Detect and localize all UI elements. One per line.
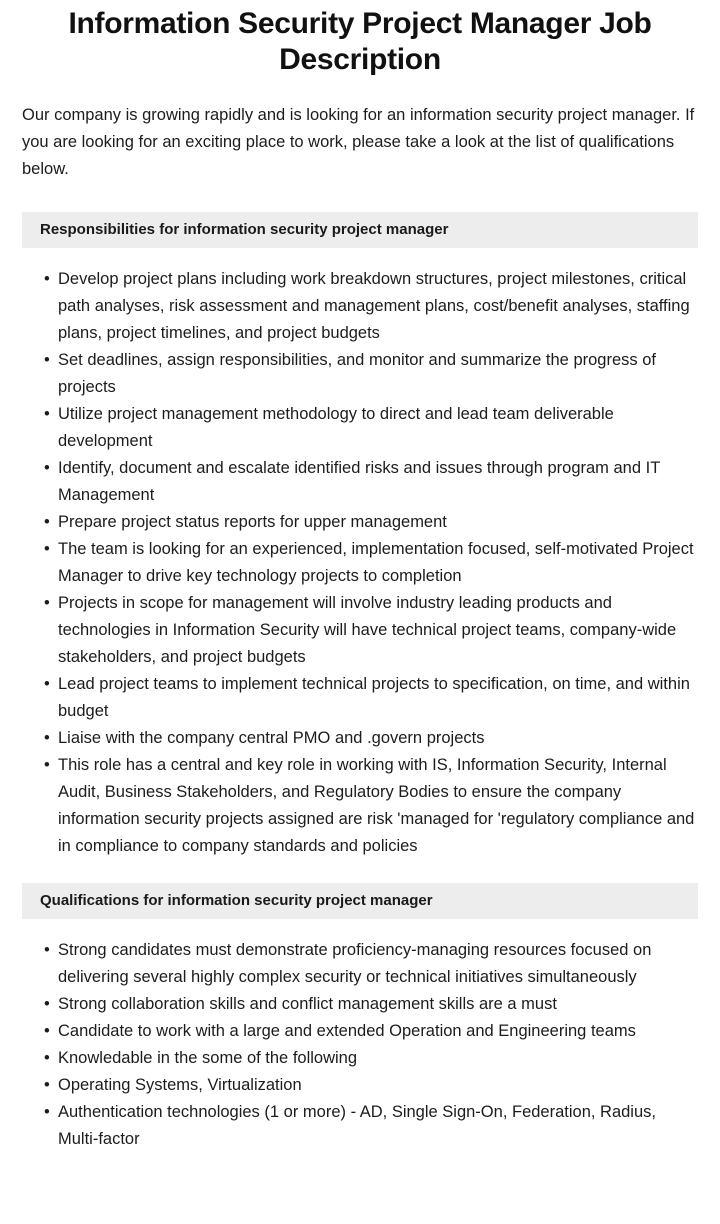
section-heading-responsibilities: Responsibilities for information security project manager <box>40 221 449 238</box>
list-item: • Utilize project management methodology to direct and lead team deliverable development <box>22 401 697 455</box>
page-title: Information Security Project Manager Job Description <box>68 7 652 76</box>
list-item: • Operating Systems, Virtualization <box>22 1072 697 1099</box>
list-item: • Set deadlines, assign responsibilities, and monitor and summarize the progress of projects <box>22 347 697 401</box>
intro-paragraph: Our company is growing rapidly and is looking for an information security project manager. If you are looking for an exciting place to work, please take a look at the list of qualifications below. <box>22 106 695 178</box>
list-item: • The team is looking for an experienced, implementation focused, self-motivated Project Manager to drive key technology projects to completion <box>22 536 697 590</box>
list-item: • Liaise with the company central PMO and .govern projects <box>22 725 697 752</box>
list-item: • Prepare project status reports for upper management <box>22 509 697 536</box>
section-qualifications <box>0 860 720 1153</box>
list-item: • Authentication technologies (1 or more) - AD, Single Sign-On, Federation, Radius, Multi-factor <box>22 1099 697 1153</box>
list-item: • Strong candidates must demonstrate proficiency-managing resources focused on delivering several highly complex security or technical initiatives simultaneously <box>22 937 697 991</box>
list-item: • Identify, document and escalate identified risks and issues through program and IT Management <box>22 455 697 509</box>
section-header-qualifications-wrap <box>0 883 720 919</box>
list-item: • Strong collaboration skills and conflict management skills are a must <box>22 991 697 1018</box>
section-heading-qualifications: Qualifications for information security project manager <box>40 892 433 909</box>
section-header-responsibilities-band <box>22 212 698 248</box>
list-item: • This role has a central and key role in working with IS, Information Security, Internal Audit, Business Stakeholders, and Regulatory Bodies to ensure the company information security projects assigned are risk 'managed for 'regulatory compliance and in compliance to company standards and policies <box>22 752 697 860</box>
list-item: • Candidate to work with a large and extended Operation and Engineering teams <box>22 1018 697 1045</box>
section-header-qualifications-band <box>22 883 698 919</box>
section-responsibilities <box>0 183 720 860</box>
qualifications-list <box>0 919 720 1153</box>
responsibilities-list <box>0 248 720 860</box>
section-header-responsibilities-wrap <box>0 212 720 248</box>
list-item: • Lead project teams to implement technical projects to specification, on time, and within budget <box>22 671 697 725</box>
list-item: • Develop project plans including work breakdown structures, project milestones, critical path analyses, risk assessment and management plans, cost/benefit analyses, staffing plans, project timelines, and project budgets <box>22 266 697 347</box>
list-item: • Knowledable in the some of the following <box>22 1045 697 1072</box>
list-item: • Projects in scope for management will involve industry leading products and technologies in Information Security will have technical project teams, company-wide stakeholders, and project budgets <box>22 590 697 671</box>
